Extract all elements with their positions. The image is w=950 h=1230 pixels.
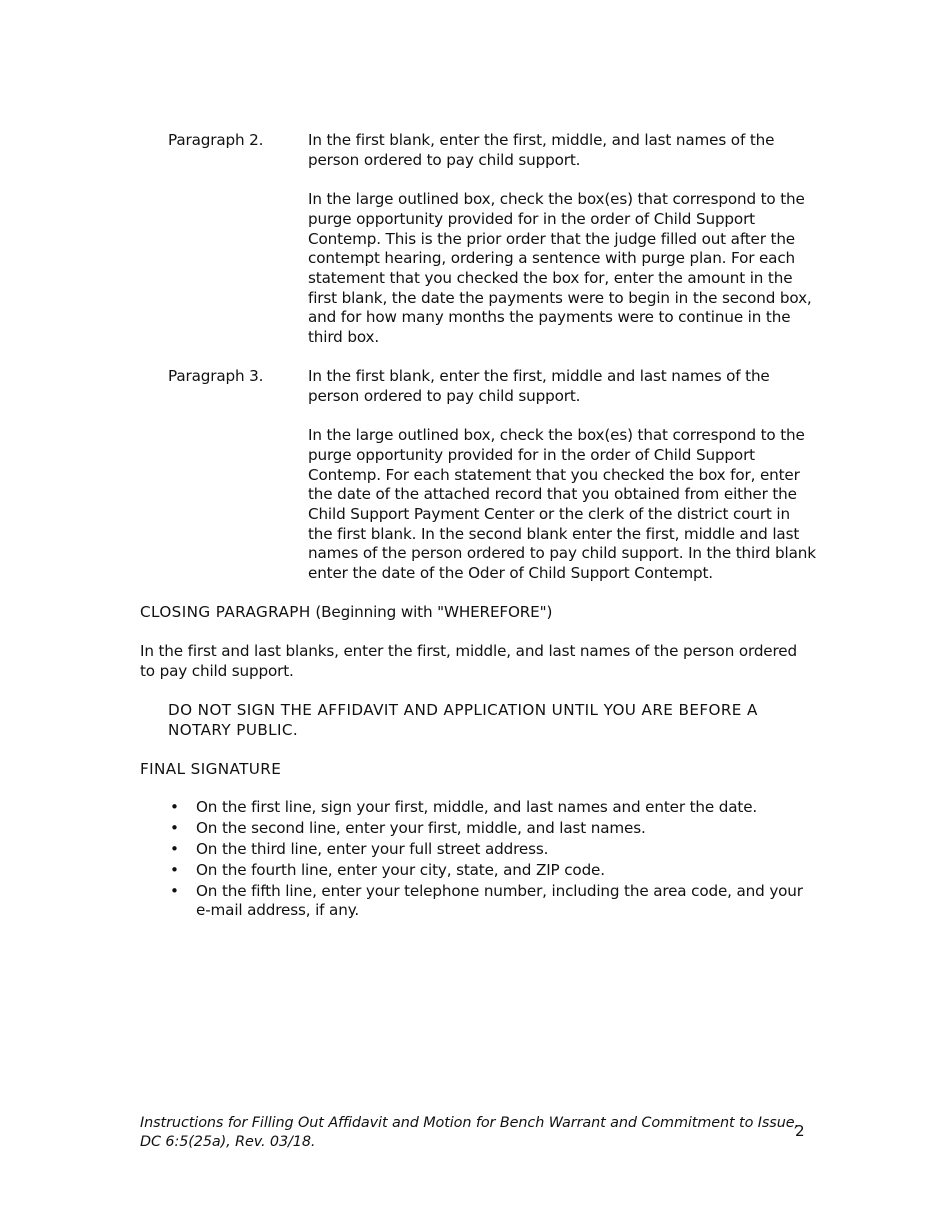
paragraph-3-instruction-2: In the large outlined box, check the box(es) that correspond to the purge opportunity provided for in the order of Child Support Contemp. For each statement that you checked the box for, enter the date of the attached record that you obtained from either the Child Support Payment Center or the clerk of the district court in the first blank. In the second blank enter the first, middle and last names of the person ordered to pay child support. In the third blank enter the date of the Oder of Child Support Contempt.: [308, 426, 816, 583]
list-item: [168, 861, 818, 881]
closing-paragraph-text: In the first and last blanks, enter the first, middle, and last names of the person ordered to pay child support.: [140, 642, 797, 680]
closing-heading-note: (Beginning with "WHEREFORE"): [315, 603, 553, 621]
list-item-text: On the second line, enter your first, middle, and last names.: [196, 818, 646, 837]
final-signature-list: [168, 798, 818, 922]
paragraph-2-instruction-2: In the large outlined box, check the box(es) that correspond to the purge opportunity provided for in the order of Child Support Contemp. This is the prior order that the judge filled out after the contempt hearing, ordering a sentence with purge plan. For each statement that you checked the box for, enter the amount in the first blank, the date the payments were to begin in the second box, and for how many months the payments were to continue in the third box.: [308, 190, 812, 347]
page-footer: [140, 1114, 800, 1151]
closing-heading-title: CLOSING PARAGRAPH: [140, 603, 311, 621]
footer-form-id-line: DC 6:5(25a), Rev. 03/18.: [140, 1133, 316, 1150]
notary-warning: DO NOT SIGN THE AFFIDAVIT AND APPLICATION UNTIL YOU ARE BEFORE A NOTARY PUBLIC.: [168, 701, 758, 739]
list-item-text: On the first line, sign your first, middle, and last names and enter the date.: [196, 798, 758, 816]
paragraph-3-label: Paragraph 3.: [168, 367, 264, 385]
footer-title-line: Instructions for Filling Out Affidavit and Motion for Bench Warrant and Commitment to Issue,: [140, 1115, 799, 1131]
bullet-icon: •: [170, 860, 179, 879]
paragraph-2-label: Paragraph 2.: [168, 131, 264, 149]
final-signature-heading: FINAL SIGNATURE: [140, 760, 282, 778]
list-item-text: On the fifth line, enter your telephone number, including the area code, and your e-mail address, if any.: [196, 881, 803, 920]
bullet-icon: •: [170, 881, 179, 900]
list-item-text: On the fourth line, enter your city, state, and ZIP code.: [196, 860, 605, 879]
list-item: [168, 819, 818, 839]
closing-paragraph-heading: [140, 603, 820, 623]
paragraph-2-body: [308, 131, 818, 367]
bullet-icon: •: [170, 798, 179, 816]
paragraph-2-instruction-1: In the first blank, enter the first, middle, and last names of the person ordered to pay child support.: [308, 131, 775, 169]
bullet-icon: •: [170, 839, 179, 858]
list-item: [168, 798, 818, 818]
paragraph-3-instruction-1: In the first blank, enter the first, middle and last names of the person ordered to pay child support.: [308, 367, 770, 405]
page-number: 2: [795, 1122, 805, 1140]
bullet-icon: •: [170, 818, 179, 837]
list-item: [168, 882, 818, 921]
list-item-text: On the third line, enter your full street address.: [196, 839, 549, 858]
list-item: [168, 840, 818, 860]
paragraph-3-body: [308, 367, 818, 603]
